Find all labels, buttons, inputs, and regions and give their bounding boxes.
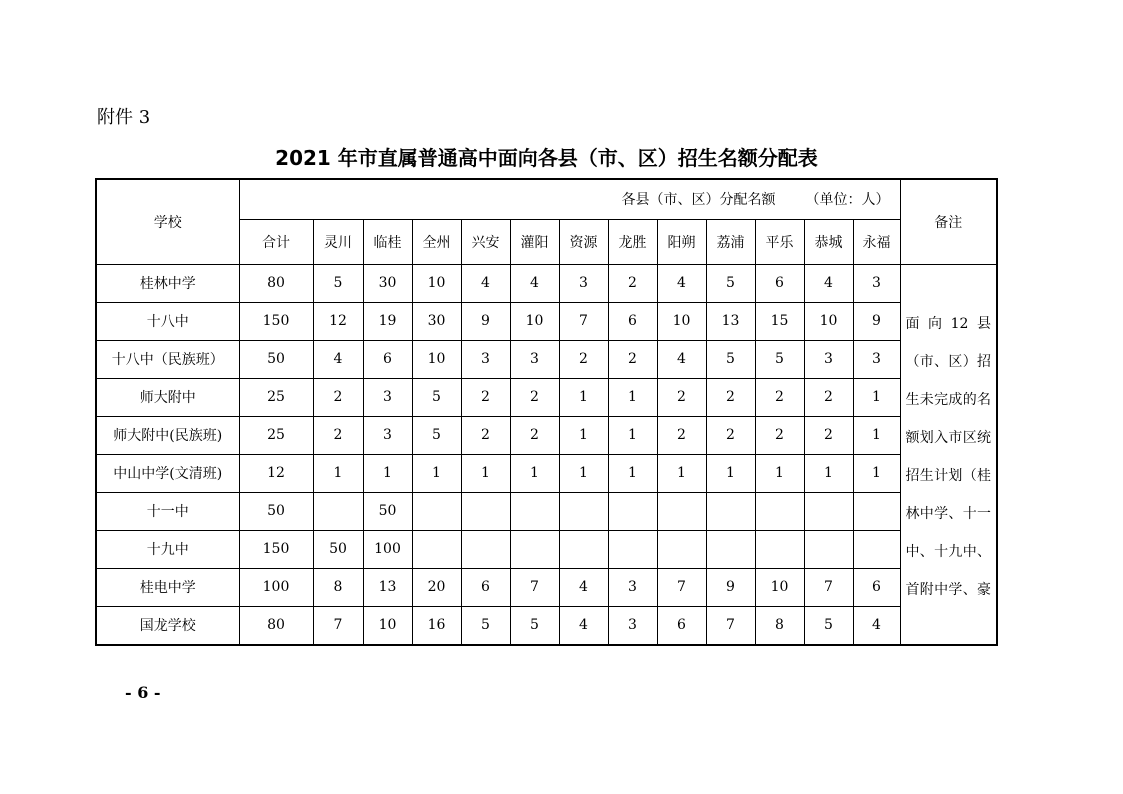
- quota-cell: 4: [853, 606, 900, 645]
- column-header: 兴安: [461, 219, 510, 264]
- quota-cell: 100: [363, 530, 412, 568]
- quota-cell: 9: [853, 302, 900, 340]
- quota-cell: 12: [313, 302, 363, 340]
- quota-cell: [657, 492, 706, 530]
- quota-cell: 5: [313, 264, 363, 302]
- quota-cell: [559, 530, 608, 568]
- column-header: 资源: [559, 219, 608, 264]
- quota-cell: 4: [510, 264, 559, 302]
- quota-cell: 2: [559, 340, 608, 378]
- quota-cell: 4: [657, 264, 706, 302]
- school-header: 学校: [96, 179, 239, 264]
- quota-cell: 6: [608, 302, 657, 340]
- table-row: [96, 606, 997, 645]
- quota-cell: 13: [706, 302, 755, 340]
- quota-cell: 6: [853, 568, 900, 606]
- quota-cell: 13: [363, 568, 412, 606]
- quota-cell: [706, 492, 755, 530]
- allocation-caption: [239, 179, 900, 219]
- quota-cell: 2: [608, 340, 657, 378]
- quota-cell: [804, 530, 853, 568]
- quota-cell: 6: [755, 264, 804, 302]
- quota-cell: 150: [239, 530, 313, 568]
- quota-cell: 1: [853, 416, 900, 454]
- table-row: [96, 492, 997, 530]
- school-name-cell: 十八中: [96, 302, 239, 340]
- quota-cell: 16: [412, 606, 461, 645]
- column-header: 荔浦: [706, 219, 755, 264]
- quota-cell: 1: [853, 378, 900, 416]
- quota-cell: 3: [853, 264, 900, 302]
- school-name-cell: 十九中: [96, 530, 239, 568]
- quota-cell: 80: [239, 264, 313, 302]
- quota-cell: 10: [755, 568, 804, 606]
- quota-cell: 7: [706, 606, 755, 645]
- quota-cell: 4: [313, 340, 363, 378]
- quota-cell: 2: [804, 378, 853, 416]
- quota-cell: [755, 530, 804, 568]
- quota-cell: 5: [706, 340, 755, 378]
- quota-cell: 10: [657, 302, 706, 340]
- quota-cell: 2: [706, 378, 755, 416]
- quota-cell: 2: [461, 416, 510, 454]
- quota-cell: [559, 492, 608, 530]
- quota-cell: 2: [510, 378, 559, 416]
- quota-cell: 4: [559, 568, 608, 606]
- quota-cell: 3: [363, 378, 412, 416]
- school-name-cell: 桂林中学: [96, 264, 239, 302]
- quota-cell: 5: [510, 606, 559, 645]
- quota-cell: 4: [804, 264, 853, 302]
- quota-cell: 3: [608, 606, 657, 645]
- quota-cell: 3: [363, 416, 412, 454]
- quota-cell: 2: [804, 416, 853, 454]
- school-name-cell: 国龙学校: [96, 606, 239, 645]
- quota-cell: 2: [608, 264, 657, 302]
- quota-cell: 20: [412, 568, 461, 606]
- allocation-table: [95, 178, 998, 646]
- quota-cell: 1: [657, 454, 706, 492]
- column-header: 灌阳: [510, 219, 559, 264]
- quota-cell: 10: [412, 340, 461, 378]
- quota-cell: 4: [461, 264, 510, 302]
- quota-cell: [412, 530, 461, 568]
- quota-cell: [510, 530, 559, 568]
- school-name-cell: 师大附中: [96, 378, 239, 416]
- column-header: 永福: [853, 219, 900, 264]
- quota-cell: [608, 492, 657, 530]
- table-row: [96, 378, 997, 416]
- quota-cell: [461, 530, 510, 568]
- quota-cell: 50: [239, 340, 313, 378]
- quota-cell: 3: [804, 340, 853, 378]
- quota-cell: 7: [510, 568, 559, 606]
- quota-cell: [313, 492, 363, 530]
- quota-cell: 7: [313, 606, 363, 645]
- quota-cell: 25: [239, 416, 313, 454]
- school-name-cell: 师大附中(民族班): [96, 416, 239, 454]
- column-header: 龙胜: [608, 219, 657, 264]
- school-name-cell: 桂电中学: [96, 568, 239, 606]
- quota-cell: 4: [657, 340, 706, 378]
- quota-cell: 50: [363, 492, 412, 530]
- column-header: 全州: [412, 219, 461, 264]
- quota-cell: 9: [706, 568, 755, 606]
- quota-cell: 2: [755, 378, 804, 416]
- quota-cell: 1: [412, 454, 461, 492]
- unit-label: （单位：人）: [805, 192, 890, 209]
- column-header: 灵川: [313, 219, 363, 264]
- quota-cell: 2: [657, 378, 706, 416]
- page-number: - 6 -: [125, 683, 161, 702]
- quota-cell: 7: [804, 568, 853, 606]
- quota-cell: 1: [461, 454, 510, 492]
- quota-cell: 3: [461, 340, 510, 378]
- quota-cell: 2: [313, 416, 363, 454]
- quota-cell: 1: [804, 454, 853, 492]
- quota-cell: 8: [313, 568, 363, 606]
- quota-cell: [853, 492, 900, 530]
- quota-cell: 1: [608, 378, 657, 416]
- quota-cell: 5: [706, 264, 755, 302]
- quota-cell: 7: [657, 568, 706, 606]
- quota-cell: 2: [313, 378, 363, 416]
- quota-cell: [804, 492, 853, 530]
- quota-cell: 1: [559, 378, 608, 416]
- quota-cell: [657, 530, 706, 568]
- quota-cell: 1: [559, 454, 608, 492]
- quota-cell: 5: [412, 378, 461, 416]
- table-row: [96, 340, 997, 378]
- quota-cell: 1: [559, 416, 608, 454]
- quota-cell: [510, 492, 559, 530]
- quota-cell: 12: [239, 454, 313, 492]
- quota-cell: 6: [657, 606, 706, 645]
- attachment-label: 附件 3: [97, 107, 151, 128]
- quota-cell: [853, 530, 900, 568]
- quota-cell: 7: [559, 302, 608, 340]
- quota-cell: 50: [313, 530, 363, 568]
- quota-cell: 50: [239, 492, 313, 530]
- quota-cell: 10: [510, 302, 559, 340]
- quota-cell: 80: [239, 606, 313, 645]
- quota-cell: 1: [853, 454, 900, 492]
- school-name-cell: 十八中（民族班）: [96, 340, 239, 378]
- quota-cell: [755, 492, 804, 530]
- column-header: 合计: [239, 219, 313, 264]
- quota-cell: 25: [239, 378, 313, 416]
- school-name-cell: 十一中: [96, 492, 239, 530]
- quota-cell: 2: [510, 416, 559, 454]
- quota-cell: 9: [461, 302, 510, 340]
- quota-cell: 3: [853, 340, 900, 378]
- document-title: 2021 年市直属普通高中面向各县（市、区）招生名额分配表: [275, 146, 818, 170]
- table-row: [96, 530, 997, 568]
- quota-cell: 1: [313, 454, 363, 492]
- quota-cell: 6: [461, 568, 510, 606]
- quota-cell: 30: [412, 302, 461, 340]
- column-header: 恭城: [804, 219, 853, 264]
- remark-header: 备注: [900, 179, 997, 264]
- quota-cell: [706, 530, 755, 568]
- quota-cell: 4: [559, 606, 608, 645]
- quota-cell: 2: [706, 416, 755, 454]
- quota-cell: 1: [608, 416, 657, 454]
- column-header: 阳朔: [657, 219, 706, 264]
- quota-cell: 10: [363, 606, 412, 645]
- quota-cell: 15: [755, 302, 804, 340]
- quota-cell: 8: [755, 606, 804, 645]
- quota-cell: 2: [755, 416, 804, 454]
- quota-cell: 19: [363, 302, 412, 340]
- quota-cell: 1: [608, 454, 657, 492]
- quota-cell: 5: [755, 340, 804, 378]
- quota-cell: 100: [239, 568, 313, 606]
- remark-cell: 面向12县（市、区）招生未完成的名额划入市区统招生计划（桂林中学、十一中、十九中、首附中学、豪: [900, 264, 997, 645]
- quota-cell: [461, 492, 510, 530]
- allocation-caption-text: 各县（市、区）分配名额: [621, 192, 776, 209]
- quota-cell: 10: [804, 302, 853, 340]
- quota-cell: [608, 530, 657, 568]
- quota-cell: 1: [510, 454, 559, 492]
- school-name-cell: 中山中学(文清班): [96, 454, 239, 492]
- quota-cell: 1: [706, 454, 755, 492]
- table-row: [96, 454, 997, 492]
- quota-cell: 5: [461, 606, 510, 645]
- quota-cell: 3: [559, 264, 608, 302]
- quota-cell: 1: [755, 454, 804, 492]
- table-row: [96, 568, 997, 606]
- quota-cell: 6: [363, 340, 412, 378]
- quota-cell: 5: [804, 606, 853, 645]
- quota-cell: 2: [657, 416, 706, 454]
- quota-cell: 10: [412, 264, 461, 302]
- quota-cell: 3: [608, 568, 657, 606]
- column-header: 平乐: [755, 219, 804, 264]
- quota-cell: 3: [510, 340, 559, 378]
- quota-cell: 2: [461, 378, 510, 416]
- quota-cell: 1: [363, 454, 412, 492]
- quota-cell: 5: [412, 416, 461, 454]
- quota-cell: 30: [363, 264, 412, 302]
- table-row: [96, 302, 997, 340]
- table-row: [96, 264, 997, 302]
- table-row: [96, 416, 997, 454]
- quota-cell: 150: [239, 302, 313, 340]
- quota-cell: [412, 492, 461, 530]
- column-header: 临桂: [363, 219, 412, 264]
